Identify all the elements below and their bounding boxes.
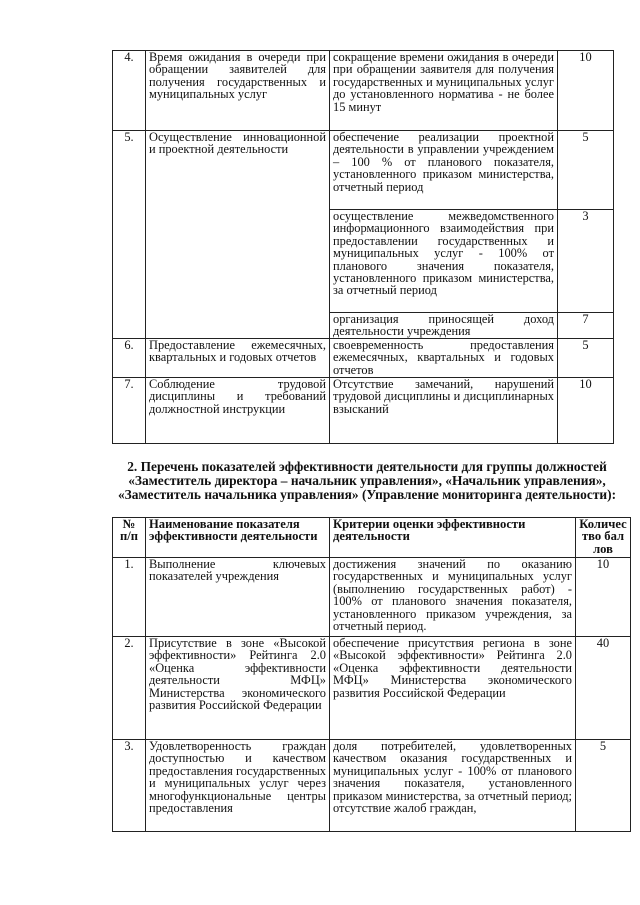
points-value: 40	[576, 637, 631, 740]
table-row	[113, 131, 614, 210]
table-row	[113, 339, 614, 378]
indicator-name: Предоставление ежемесячных, квартальных и годовых отчетов	[146, 339, 330, 378]
indicator-name: Присутствие в зоне «Высокой эффективности» Рейтинга 2.0 «Оценка эффективности деятельности МФЦ» Министерства экономического развития Российской Федерации	[146, 637, 330, 740]
points-value: 5	[558, 131, 614, 210]
table-row	[113, 378, 614, 444]
indicator-name: Выполнение ключевых показателей учреждения	[146, 558, 330, 637]
indicator-name: Удовлетворенность граждан доступностью и качеством предоставления государственных и муниципальных услуг через многофункциональные центры предоставления	[146, 740, 330, 832]
points-value: 3	[558, 210, 614, 313]
row-number: 5.	[113, 131, 146, 339]
criteria-text: достижения значений по оказанию государственных и муниципальных услуг (выполнению государственных работ) - 100% от планового значения показателя, установленного приказом учреждения, за отчетный период.	[330, 558, 576, 637]
table-row	[113, 637, 631, 740]
points-value: 10	[558, 378, 614, 444]
row-number: 6.	[113, 339, 146, 378]
row-number: 2.	[113, 637, 146, 740]
criteria-text: Отсутствие замечаний, нарушений трудовой дисциплины и дисциплинарных взысканий	[330, 378, 558, 444]
row-number: 1.	[113, 558, 146, 637]
indicator-name: Соблюдение трудовой дисциплины и требований должностной инструкции	[146, 378, 330, 444]
criteria-text: организация приносящей доход деятельности учреждения	[330, 313, 558, 339]
header-name: Наименование показателя эффективности деятельности	[146, 518, 330, 558]
points-value: 5	[558, 339, 614, 378]
criteria-text: осуществление межведомственного информационного взаимодействия при предоставлении государственных и муниципальных услуг - 100% от планового значения показателя, установленного приказом министерства, за отчетный период	[330, 210, 558, 313]
criteria-table	[112, 517, 631, 832]
criteria-text: своевременность предоставления ежемесячных, квартальных и годовых отчетов	[330, 339, 558, 378]
points-value: 5	[576, 740, 631, 832]
row-number: 3.	[113, 740, 146, 832]
criteria-text: обеспечение реализации проектной деятельности в управлении учреждением – 100 % от планового показателя, установленного приказом министерства, отчетный период	[330, 131, 558, 210]
table-row	[113, 740, 631, 832]
table-row	[113, 558, 631, 637]
table-header-row	[113, 518, 631, 558]
points-value: 10	[576, 558, 631, 637]
criteria-text: сокращение времени ожидания в очереди при обращении заявителя для получения государственных и муниципальных услуг до установленного норматива - не более 15 минут	[330, 51, 558, 131]
row-number: 4.	[113, 51, 146, 131]
table-row	[113, 51, 614, 131]
header-points: Количество баллов	[576, 518, 631, 558]
criteria-text: обеспечение присутствия региона в зоне «Высокой эффективности» Рейтинга 2.0 «Оценка эффективности деятельности МФЦ» Министерства экономического развития Российской Федерации	[330, 637, 576, 740]
points-value: 7	[558, 313, 614, 339]
criteria-table-continued	[112, 50, 614, 444]
header-num: № п/п	[113, 518, 146, 558]
row-number: 7.	[113, 378, 146, 444]
criteria-text: доля потребителей, удовлетворенных качеством оказания государственных и муниципальных услуг - 100% от планового значения показателя, установленного приказом министерства, за отчетный период; отсутствие жалоб граждан,	[330, 740, 576, 832]
header-criteria: Критерии оценки эффективности деятельности	[330, 518, 576, 558]
indicator-name: Время ожидания в очереди при обращении заявителей для получения государственных и муниципальных услуг	[146, 51, 330, 131]
section-title: 2. Перечень показателей эффективности деятельности для группы должностей «Заместитель директора – начальник управления», «Начальник управления», «Заместитель начальника управления» (Управление мониторинга деятельности):	[117, 459, 617, 502]
points-value: 10	[558, 51, 614, 131]
indicator-name: Осуществление инновационной и проектной деятельности	[146, 131, 330, 339]
